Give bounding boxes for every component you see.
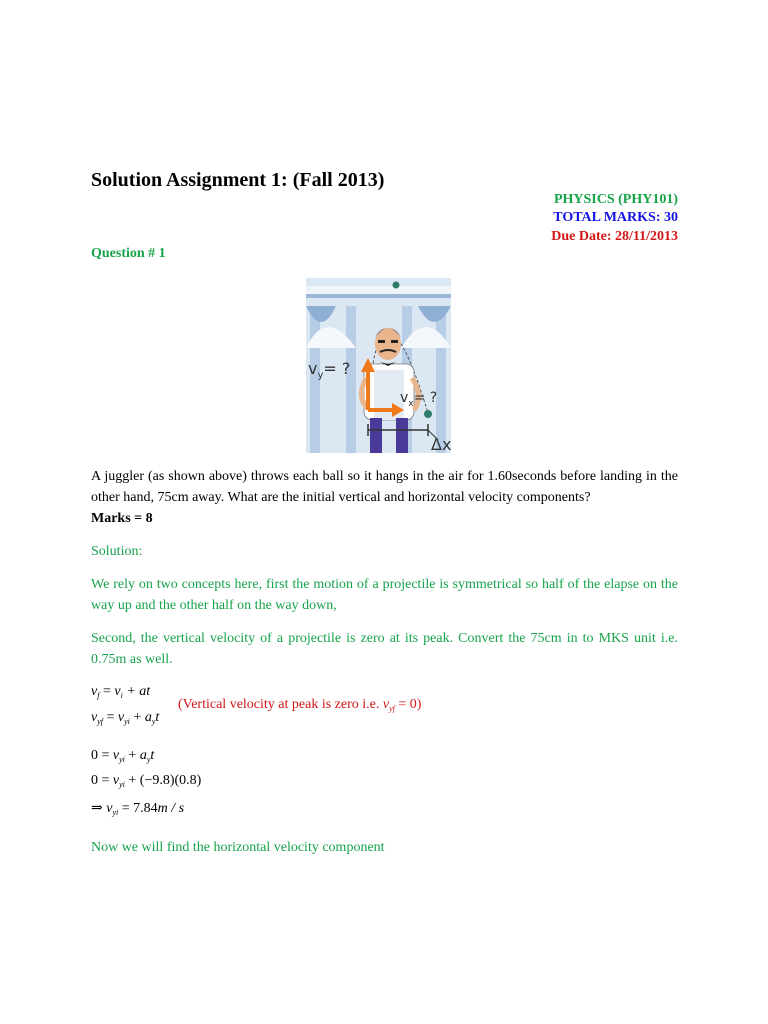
- note-text: (Vertical velocity at peak is zero i.e.: [178, 697, 380, 712]
- equation-4-rhs: + (−9.8)(0.8): [128, 773, 202, 788]
- dx-label: Δx: [431, 435, 451, 453]
- juggler-illustration: [306, 278, 451, 453]
- note-end: = 0): [398, 697, 422, 712]
- equation-4: $0 = v_{yi} + (-9.8)(0.8)$: [91, 773, 202, 789]
- question-text: A juggler (as shown above) throws each ball so it hangs in the air for 1.60seconds before landing in the other hand, 75cm away. What are the initial vertical and horizontal velocity components?: [91, 469, 678, 505]
- equation-1-rhs: + at: [126, 684, 151, 699]
- juggler-figure: [306, 278, 451, 453]
- vy-label: $v_y=$ ?: [308, 359, 351, 381]
- equation-2: $v_{yf} = v_{yi} + a_yt$: [91, 710, 160, 726]
- solution-heading: Solution:: [91, 544, 143, 559]
- marks-label: Marks = 8: [91, 511, 153, 526]
- peak-velocity-note: (Vertical velocity at peak is zero i.e. $v_{yf} = 0$): [178, 697, 422, 713]
- equation-3: $0 = v_{yi} + a_yt$: [91, 748, 155, 764]
- equation-1: $v_f = v_i$ + at: [91, 684, 151, 700]
- equation-5: ⇒ $v_{yi} = 7.84m / s$: [91, 801, 185, 817]
- page-title: Solution Assignment 1: (Fall 2013): [91, 169, 385, 191]
- equation-5-rhs: = 7.84: [121, 801, 158, 816]
- vx-label: $v_x=$ ?: [400, 390, 438, 409]
- solution-paragraph-2: Second, the vertical velocity of a projectile is zero at its peak. Convert the 75cm in to MKS unit i.e. 0.75m as well.: [91, 631, 678, 667]
- course-label: PHYSICS (PHY101): [553, 192, 678, 207]
- total-marks: TOTAL MARKS: 30: [553, 210, 678, 225]
- question-label: Question # 1: [91, 246, 166, 261]
- solution-paragraph-1: We rely on two concepts here, first the motion of a projectile is symmetrical so half of the elapse on the way up and the other half on the way down,: [91, 577, 678, 613]
- equation-5-unit: m / s: [157, 801, 185, 816]
- closing-text: Now we will find the horizontal velocity component: [91, 840, 385, 855]
- due-date: Due Date: 28/11/2013: [551, 229, 678, 244]
